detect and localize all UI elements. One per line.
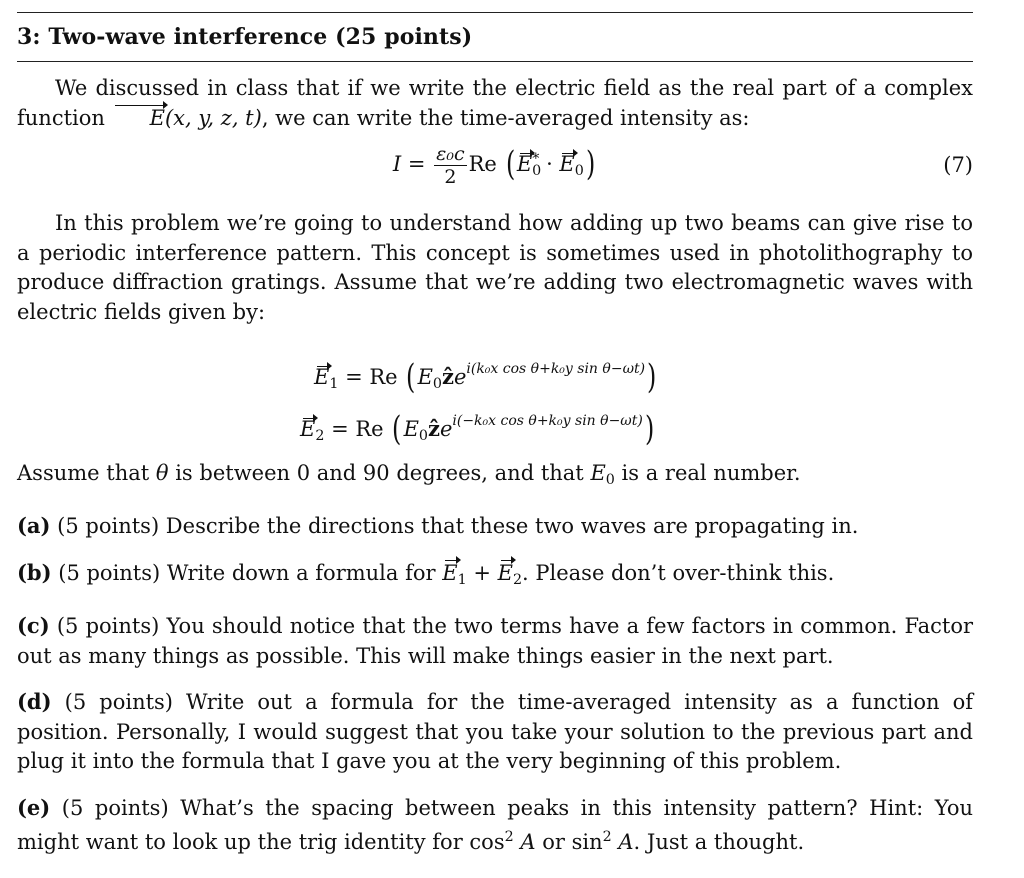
intro-paragraph: We discussed in class that if we write the electric field as the real part of a complex function E(x, y, z, t), we can write the time-averaged intensity as: [17,74,973,133]
part-d: (d) (5 points) Write out a formula for the time-averaged intensity as a function of position. Personally, I would suggest that you take your solution to the previous part and plug it into the formula that I gave you at the very beginning of this problem. [17,689,973,774]
field-E2: $E_2 = Re$ $(E_0ẑe^{i(-k_0x cos \theta+k_0y sin \theta-\omega t)})$ [300,409,655,449]
intensity-formula: I = $\frac{\text{ε₀c}}{2}$ Re $(E_0^* \cdot E_0)$ [392,143,596,188]
problem-paragraph: In this problem we’re going to understand how adding up two beams can give rise to a periodic interference pattern. This concept is sometimes used in photolithography to produce diffraction gratings. Assume that we’re adding two electromagnetic waves with electric fields given by: [17,211,973,324]
field-equations [17,327,973,455]
section-title: Two-wave interference (25 points) [48,24,473,50]
fraction: $\frac{\text{ε₀c}}{2}$ [436,143,465,188]
part-b: (b) (5 points) Write down a formula for $E_1 + E_2$. Please don’t over-think this. [17,559,835,588]
equation-number: (7) [943,153,973,177]
problem-page [17,12,973,874]
section-heading [17,13,973,61]
field-E1: $E_1 = Re$ $(E_0ẑe^{i(k_0x cos \theta+k_0y sin \theta-\omega t)})$ [314,357,657,397]
vector-E: E [112,104,165,134]
equation-7 [17,133,973,201]
section-number: 3: [17,24,41,50]
part-c: (c) (5 points) You should notice that the two terms have a few factors in common. Factor out as many things as possible. This will make things easier in the next part. [17,613,973,668]
assumption-paragraph: Assume that θ is between 0 and 90 degrees, and that $E_0$ is a real number. [17,461,801,488]
part-e: (e) (5 points) What’s the spacing between peaks in this intensity pattern? Hint: You might want to look up the trig identity for $\cos^2 A$ or $\sin^2 A$. Just a thought. [17,794,973,855]
question-parts [17,511,973,857]
part-a: (a) (5 points) Describe the directions that these two waves are propagating in. [17,513,859,539]
heading-rule [17,61,973,62]
